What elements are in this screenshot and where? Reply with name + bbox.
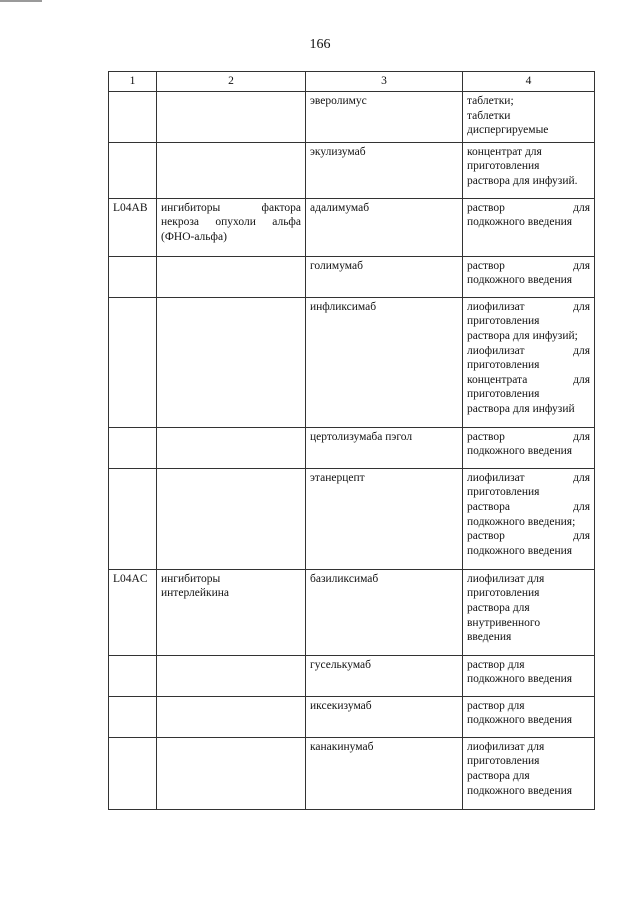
form-line: подкожного введения bbox=[467, 274, 573, 287]
form-line: раствор для bbox=[467, 201, 590, 214]
table-row bbox=[109, 198, 595, 256]
group-line: (ФНО-альфа) bbox=[161, 230, 227, 243]
group-line: ингибиторы фактора bbox=[161, 201, 301, 214]
atc-code-cell: L04AC bbox=[109, 569, 157, 655]
atc-code-cell bbox=[109, 256, 157, 297]
form-line: подкожного введения bbox=[467, 714, 573, 727]
group-cell bbox=[157, 427, 306, 468]
form-line: введения bbox=[467, 631, 512, 644]
atc-code-cell bbox=[109, 696, 157, 737]
form-line: подкожного введения; bbox=[467, 515, 576, 528]
form-line: подкожного введения bbox=[467, 544, 573, 557]
column-header: 3 bbox=[306, 72, 463, 92]
form-line: подкожного введения bbox=[467, 216, 573, 229]
form-line: лиофилизат для bbox=[467, 572, 545, 585]
page-number: 166 bbox=[309, 37, 331, 52]
form-line: раствор для bbox=[467, 430, 590, 443]
drug-name-cell: гуселькумаб bbox=[306, 655, 463, 696]
form-line: таблетки bbox=[467, 109, 511, 122]
atc-code-cell bbox=[109, 427, 157, 468]
atc-code-cell bbox=[109, 737, 157, 809]
group-cell bbox=[157, 655, 306, 696]
form-line: раствора для bbox=[467, 601, 530, 614]
form-line: лиофилизат для bbox=[467, 471, 590, 484]
drug-name-cell: эверолимус bbox=[306, 92, 463, 143]
form-line: раствор для bbox=[467, 658, 525, 671]
form-line: раствора для инфузий. bbox=[467, 174, 578, 187]
group-cell bbox=[157, 569, 306, 655]
group-line: ингибиторы bbox=[161, 572, 221, 585]
table-row bbox=[109, 92, 595, 143]
group-line: некроза опухоли альфа bbox=[161, 216, 301, 229]
group-cell bbox=[157, 737, 306, 809]
form-line: приготовления bbox=[467, 755, 540, 768]
group-cell bbox=[157, 198, 306, 256]
form-line: лиофилизат для bbox=[467, 740, 545, 753]
table-row bbox=[109, 297, 595, 427]
form-line: приготовления bbox=[467, 359, 540, 372]
dosage-form-cell bbox=[463, 696, 595, 737]
form-line: подкожного введения bbox=[467, 673, 573, 686]
form-line: приготовления bbox=[467, 315, 540, 328]
form-line: диспергируемые bbox=[467, 124, 549, 137]
column-header: 4 bbox=[463, 72, 595, 92]
drug-name-cell: адалимумаб bbox=[306, 198, 463, 256]
form-line: лиофилизат для bbox=[467, 300, 590, 313]
group-cell bbox=[157, 696, 306, 737]
drug-name-cell: канакинумаб bbox=[306, 737, 463, 809]
drug-name-cell: экулизумаб bbox=[306, 142, 463, 198]
dosage-form-cell bbox=[463, 142, 595, 198]
form-line: таблетки; bbox=[467, 95, 514, 107]
dosage-form-cell bbox=[463, 297, 595, 427]
corner-scan-mark bbox=[0, 0, 42, 2]
atc-code-cell: L04AB bbox=[109, 198, 157, 256]
dosage-form-cell bbox=[463, 655, 595, 696]
table-row bbox=[109, 427, 595, 468]
column-header: 1 bbox=[109, 72, 157, 92]
form-line: приготовления bbox=[467, 486, 540, 499]
atc-code-cell bbox=[109, 142, 157, 198]
atc-code-cell bbox=[109, 468, 157, 569]
form-line: приготовления bbox=[467, 160, 540, 173]
drug-table bbox=[108, 71, 595, 810]
drug-name-cell: инфликсимаб bbox=[306, 297, 463, 427]
form-line: концентрата для bbox=[467, 373, 590, 386]
atc-code-cell bbox=[109, 655, 157, 696]
dosage-form-cell bbox=[463, 256, 595, 297]
group-cell bbox=[157, 92, 306, 143]
form-line: раствора для инфузий; bbox=[467, 329, 578, 342]
drug-name-cell: этанерцепт bbox=[306, 468, 463, 569]
drug-name-cell: базиликсимаб bbox=[306, 569, 463, 655]
dosage-form-cell bbox=[463, 427, 595, 468]
group-cell bbox=[157, 256, 306, 297]
atc-code-cell bbox=[109, 297, 157, 427]
column-header: 2 bbox=[157, 72, 306, 92]
form-line: внутривенного bbox=[467, 616, 541, 629]
group-cell bbox=[157, 297, 306, 427]
form-line: концентрат для bbox=[467, 145, 542, 158]
form-line: раствора для bbox=[467, 500, 590, 513]
table-row bbox=[109, 468, 595, 569]
form-line: приготовления bbox=[467, 587, 540, 600]
table-row bbox=[109, 142, 595, 198]
drug-name-cell: иксекизумаб bbox=[306, 696, 463, 737]
dosage-form-cell bbox=[463, 737, 595, 809]
dosage-form-cell bbox=[463, 569, 595, 655]
group-cell bbox=[157, 142, 306, 198]
table-row bbox=[109, 256, 595, 297]
table-row bbox=[109, 569, 595, 655]
drug-name-cell: цертолизумаба пэгол bbox=[306, 427, 463, 468]
drug-name-cell: голимумаб bbox=[306, 256, 463, 297]
table-row bbox=[109, 655, 595, 696]
form-line: раствора для bbox=[467, 769, 530, 782]
form-line: раствор для bbox=[467, 699, 525, 712]
form-line: раствор для bbox=[467, 259, 590, 272]
table-header-row bbox=[109, 72, 595, 92]
dosage-form-cell bbox=[463, 468, 595, 569]
form-line: подкожного введения bbox=[467, 445, 573, 458]
form-line: лиофилизат для bbox=[467, 344, 590, 357]
dosage-form-cell bbox=[463, 198, 595, 256]
form-line: раствора для инфузий bbox=[467, 402, 575, 415]
table-row bbox=[109, 696, 595, 737]
form-line: раствор для bbox=[467, 530, 590, 543]
form-line: подкожного введения bbox=[467, 784, 573, 797]
dosage-form-cell bbox=[463, 92, 595, 143]
form-line: приготовления bbox=[467, 388, 540, 401]
table-row bbox=[109, 737, 595, 809]
group-line: интерлейкина bbox=[161, 587, 230, 600]
group-cell bbox=[157, 468, 306, 569]
atc-code-cell bbox=[109, 92, 157, 143]
